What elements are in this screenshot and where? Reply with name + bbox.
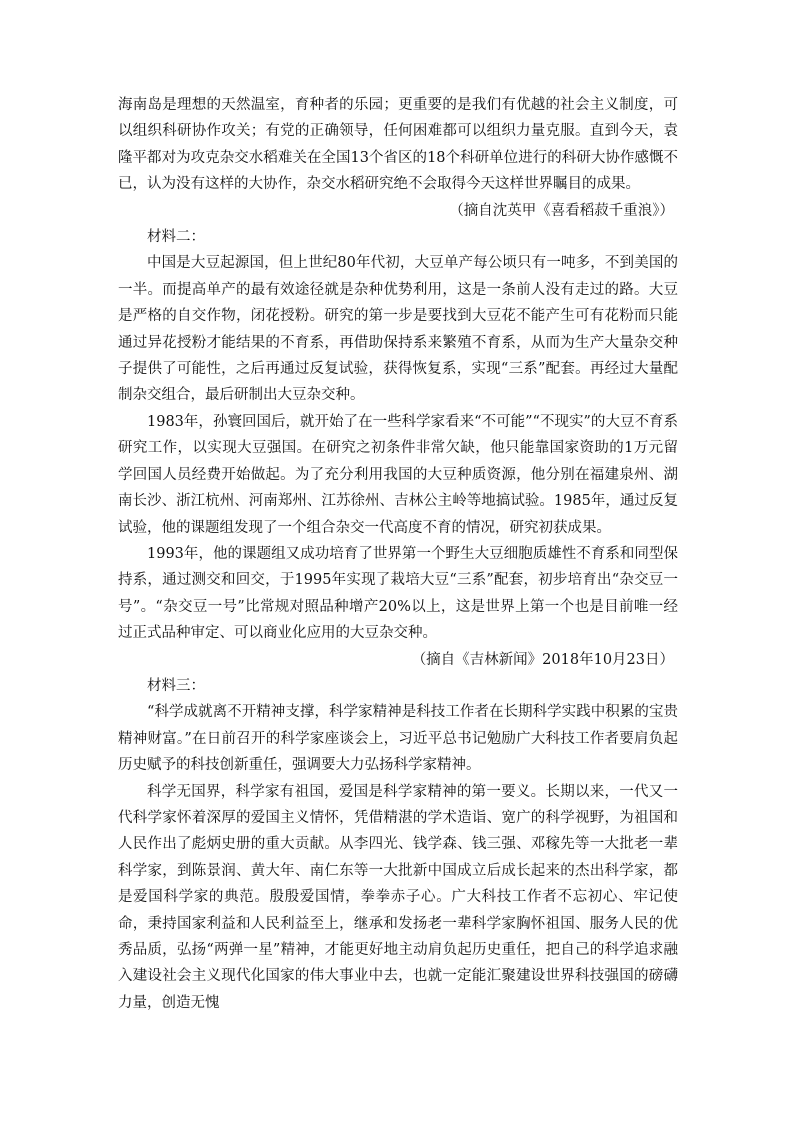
source-citation-2: （摘自《吉林新闻》2018年10月23日） <box>411 651 674 668</box>
paragraph-soybean-origin: 中国是大豆起源国，但上世纪80年代初，大豆单产每公顷只有一吨多，不到美国的一半。而提高单产的最有效途径就是杂种优势利用，这是一条前人没有走过的路。大豆是严格的自交作物，闭花授粉。研究的第一步是要找到大豆花不能产生可有花粉而只能通过异花授粉才能结果的不育系，再借助保持系来繁殖不育系，从而为生产大量杂交种子提供了可能性，之后再通过反复试验，获得恢复系，实现“三系”配套。再经过大量配制杂交组合，最后研制出大豆杂交种。 <box>118 255 678 404</box>
material-two-heading: 材料二： <box>147 229 205 246</box>
document-body <box>118 92 678 1016</box>
paragraph-1993: 1993年，他的课题组又成功培育了世界第一个野生大豆细胞质雄性不育系和同型保持系，通过测交和回交，于1995年实现了栽培大豆“三系”配套，初步培育出“杂交豆一号”。“杂交豆一号”比常规对照品种增产20%以上，这是世界上第一个也是目前唯一经过正式品种审定、可以商业化应用的大豆杂交种。 <box>118 545 678 642</box>
source-citation-1: （摘自沈英甲《喜看稻菽千重浪》） <box>449 202 674 219</box>
paragraph-scientist-spirit: “科学成就离不开精神支撑，科学家精神是科技工作者在长期科学实践中积累的宝贵精神财富。”在日前召开的科学家座谈会上，习近平总书记勉励广大科技工作者要肩负起历史赋予的科技创新重任，强调要大力弘扬科学家精神。 <box>118 704 678 774</box>
material-three-heading: 材料三： <box>147 677 205 694</box>
paragraph-1983: 1983年，孙寰回国后，就开始了在一些科学家看来“不可能”“不现实”的大豆不育系研究工作，以实现大豆强国。在研究之初条件非常欠缺，他只能靠国家资助的1万元留学回国人员经费开始做起。为了充分利用我国的大豆种质资源，他分别在福建泉州、湖南长沙、浙江杭州、河南郑州、江苏徐州、吉林公主岭等地搞试验。1985年，通过反复试验，他的课题组发现了一个组合杂交一代高度不育的情况，研究初获成果。 <box>118 413 678 536</box>
paragraph-continued: 海南岛是理想的天然温室，育种者的乐园；更重要的是我们有优越的社会主义制度，可以组织科研协作攻关；有党的正确领导，任何困难都可以组织力量克服。直到今天，袁隆平都对为攻克杂交水稻难关在全国13个省区的18个科研单位进行的科研大协作感慨不已，认为没有这样的大协作，杂交水稻研究绝不会取得今天这样世界瞩目的成果。 <box>118 97 678 193</box>
paragraph-patriotism: 科学无国界，科学家有祖国，爱国是科学家精神的第一要义。长期以来，一代又一代科学家怀着深厚的爱国主义情怀，凭借精湛的学术造诣、宽广的科学视野，为祖国和人民作出了彪炳史册的重大贡献。从李四光、钱学森、钱三强、邓稼先等一大批老一辈科学家，到陈景润、黄大年、南仁东等一大批新中国成立后成长起来的杰出科学家，都是爱国科学家的典范。殷殷爱国情，拳拳赤子心。广大科技工作者不忘初心、牢记使命，秉持国家利益和人民利益至上，继承和发扬老一辈科学家胸怀祖国、服务人民的优秀品质，弘扬“两弹一星”精神，才能更好地主动肩负起历史重任，把自己的科学追求融入建设社会主义现代化国家的伟大事业中去，也就一定能汇聚建设世界科技强国的磅礴力量，创造无愧 <box>118 783 678 1011</box>
